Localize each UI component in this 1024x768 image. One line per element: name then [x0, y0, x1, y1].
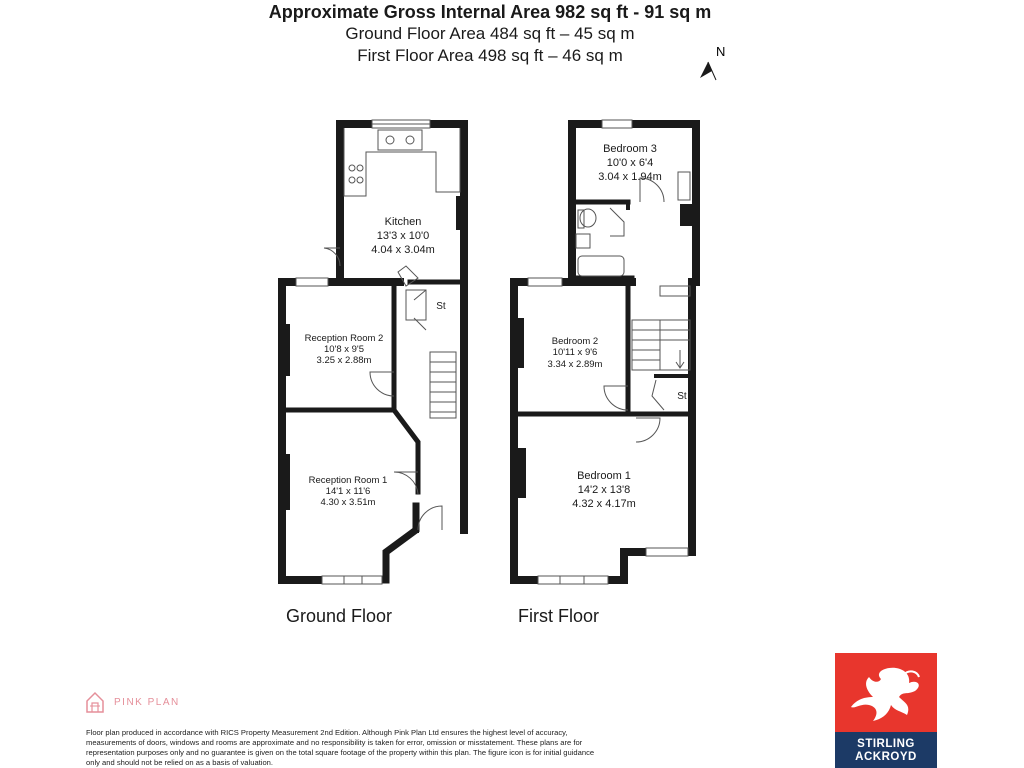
- kitchen-name: Kitchen: [384, 216, 422, 228]
- bedroom-2-imperial: 10'11 x 9'6: [552, 347, 598, 358]
- bedroom-2-metric: 3.34 x 2.89m: [547, 359, 603, 370]
- first-floor-details: [514, 120, 692, 584]
- kitchen-imperial: 13'3 x 10'0: [376, 230, 430, 242]
- bedroom-3-name: Bedroom 3: [603, 143, 657, 155]
- pink-plan-name: PINK PLAN: [114, 696, 180, 708]
- reception-room-2-metric: 3.25 x 2.88m: [316, 355, 372, 366]
- bedroom-3-metric: 3.04 x 1.94m: [598, 171, 662, 183]
- first-store-label: St: [677, 391, 687, 402]
- north-label: N: [716, 44, 726, 59]
- logo-text: [835, 738, 937, 764]
- bedroom-3-imperial: 10'0 x 6'4: [606, 157, 654, 169]
- disclaimer-text: Floor plan produced in accordance with RICS Property Measurement 2nd Edition. Although Pink Plan Ltd ensures the highest level of accuracy, measurements of doors, windows and rooms are approximate and no responsibility is taken for error, omission or misstatement. These plans are for representation purposes only and no guarantee is given on the total square footage of the property within this plan. The figure icon is for initial guidance only and should not be relied on as a basis of valuation.: [86, 728, 595, 767]
- pink-plan-logo-icon: [84, 690, 106, 714]
- reception-room-1-imperial: 14'1 x 11'6: [325, 486, 371, 497]
- bedroom-1-imperial: 14'2 x 13'8: [577, 484, 631, 496]
- reception-room-1-name: Reception Room 1: [308, 475, 388, 486]
- first-floor-area: First Floor Area 498 sq ft – 46 sq m: [357, 46, 623, 65]
- bedroom-2-name: Bedroom 2: [551, 336, 599, 347]
- reception-room-2-imperial: 10'8 x 9'5: [323, 344, 365, 355]
- bedroom-1-name: Bedroom 1: [577, 470, 631, 482]
- north-arrow-icon: [700, 44, 725, 80]
- bedroom-1-metric: 4.32 x 4.17m: [572, 498, 636, 510]
- stirling-ackroyd-logo: [835, 653, 937, 768]
- ground-floor-label: Ground Floor: [286, 606, 393, 626]
- reception-room-2-name: Reception Room 2: [304, 333, 384, 344]
- pink-plan-branding: [84, 690, 180, 714]
- griffin-icon: [845, 661, 927, 727]
- first-floor-walls: [514, 124, 696, 580]
- reception-room-1-metric: 4.30 x 3.51m: [320, 497, 376, 508]
- kitchen-metric: 4.04 x 3.04m: [371, 244, 435, 256]
- ground-floor-area: Ground Floor Area 484 sq ft – 45 sq m: [345, 24, 635, 43]
- logo-line-2: ACKROYD: [855, 751, 917, 763]
- logo-line-1: STIRLING: [857, 738, 915, 750]
- ground-floor-details: [282, 120, 464, 584]
- plan-title: Approximate Gross Internal Area 982 sq ft - 91 sq m: [268, 2, 712, 22]
- ground-store-label: St: [436, 301, 446, 312]
- first-floor-label: First Floor: [518, 606, 599, 626]
